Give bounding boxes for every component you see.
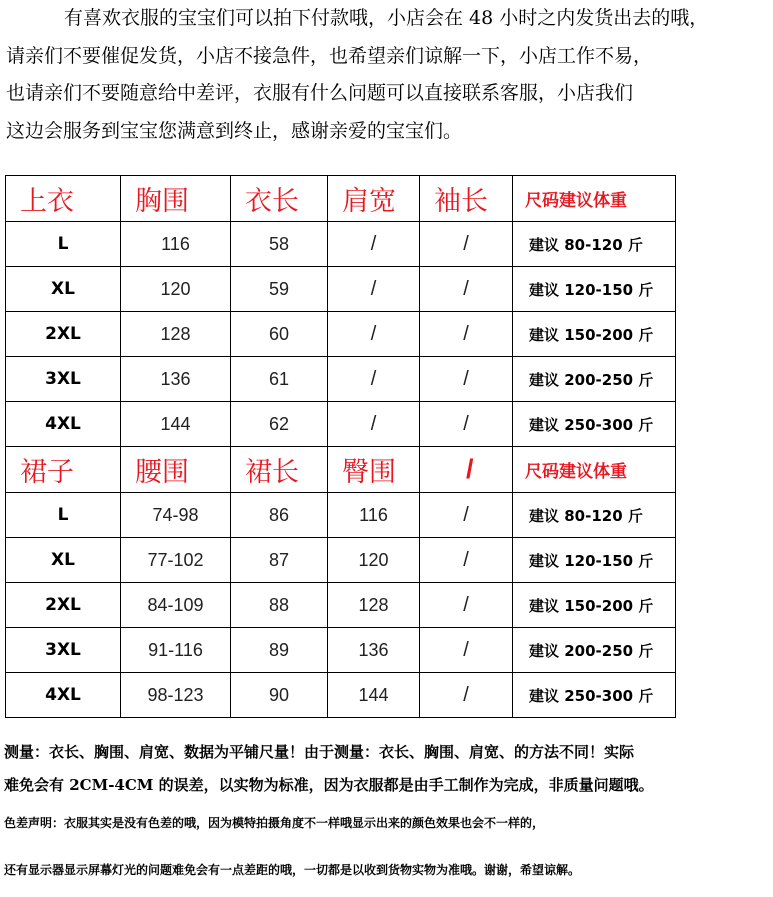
weight-cell: 建议 250-300 斤 <box>513 402 676 447</box>
skirt-header-type: 裙子 <box>6 447 121 493</box>
skirt-length-cell: 87 <box>231 538 328 583</box>
hip-cell: 128 <box>328 583 420 628</box>
waist-cell: 98-123 <box>121 673 231 718</box>
chest-cell: 120 <box>121 267 231 312</box>
footer-notes <box>4 736 772 878</box>
weight-cell: 建议 120-150 斤 <box>513 538 676 583</box>
chest-cell: 128 <box>121 312 231 357</box>
measurement-note-line-1: 测量：衣长、胸围、肩宽、数据为平铺尺量！由于测量：衣长、胸围、肩宽、的方法不同！实际 <box>4 743 635 761</box>
size-cell: 2XL <box>6 312 121 357</box>
table-row <box>6 267 676 312</box>
shoulder-cell: / <box>328 267 420 312</box>
chest-cell: 136 <box>121 357 231 402</box>
weight-cell: 建议 120-150 斤 <box>513 267 676 312</box>
top-header-length: 衣长 <box>231 176 328 222</box>
weight-cell: 建议 150-200 斤 <box>513 312 676 357</box>
intro-line-1: 有喜欢衣服的宝宝们可以拍下付款哦，小店会在 48 小时之内发货出去的哦， <box>64 7 709 29</box>
weight-cell: 建议 80-120 斤 <box>513 493 676 538</box>
intro-notice <box>6 0 771 150</box>
hip-cell: 116 <box>328 493 420 538</box>
size-cell: 4XL <box>6 673 121 718</box>
measurement-note-line-2: 难免会有 2CM-4CM 的误差，以实物为标准，因为衣服都是由手工制作为完成，非质量问题哦。 <box>4 776 654 794</box>
table-row <box>6 538 676 583</box>
hip-cell: 120 <box>328 538 420 583</box>
top-header-row <box>6 176 676 222</box>
size-cell: 2XL <box>6 583 121 628</box>
skirt-header-hip: 臀围 <box>328 447 420 493</box>
size-cell: 3XL <box>6 628 121 673</box>
table-row <box>6 583 676 628</box>
skirt-length-cell: 86 <box>231 493 328 538</box>
size-cell: L <box>6 493 121 538</box>
intro-line-4: 这边会服务到宝宝您满意到终止，感谢亲爱的宝宝们。 <box>6 119 463 142</box>
sleeve-cell: / <box>420 222 513 267</box>
skirt-header-waist: 腰围 <box>121 447 231 493</box>
color-disclaimer-line-2: 还有显示器显示屏幕灯光的问题难免会有一点差距的哦，一切都是以收到货物实物为准哦。谢谢，希望谅解。 <box>4 863 581 877</box>
length-cell: 62 <box>231 402 328 447</box>
blank-cell: / <box>420 493 513 538</box>
table-row <box>6 222 676 267</box>
blank-cell: / <box>420 538 513 583</box>
blank-cell: / <box>420 673 513 718</box>
size-chart-table <box>5 175 676 718</box>
table-row <box>6 357 676 402</box>
hip-cell: 136 <box>328 628 420 673</box>
sleeve-cell: / <box>420 312 513 357</box>
size-cell: 4XL <box>6 402 121 447</box>
skirt-length-cell: 90 <box>231 673 328 718</box>
weight-cell: 建议 80-120 斤 <box>513 222 676 267</box>
length-cell: 59 <box>231 267 328 312</box>
size-cell: 3XL <box>6 357 121 402</box>
skirt-length-cell: 88 <box>231 583 328 628</box>
top-header-sleeve: 袖长 <box>420 176 513 222</box>
chest-cell: 144 <box>121 402 231 447</box>
top-header-weight: 尺码建议体重 <box>513 176 676 222</box>
size-cell: XL <box>6 538 121 583</box>
skirt-header-blank: / <box>420 447 513 493</box>
waist-cell: 84-109 <box>121 583 231 628</box>
blank-cell: / <box>420 628 513 673</box>
length-cell: 61 <box>231 357 328 402</box>
color-disclaimer-line-1: 色差声明：衣服其实是没有色差的哦，因为模特拍摄角度不一样哦显示出来的颜色效果也会不一样的， <box>4 816 545 830</box>
length-cell: 60 <box>231 312 328 357</box>
blank-cell: / <box>420 583 513 628</box>
table-row <box>6 628 676 673</box>
chest-cell: 116 <box>121 222 231 267</box>
top-header-chest: 胸围 <box>121 176 231 222</box>
shoulder-cell: / <box>328 222 420 267</box>
size-cell: L <box>6 222 121 267</box>
shoulder-cell: / <box>328 357 420 402</box>
skirt-header-weight: 尺码建议体重 <box>513 447 676 493</box>
length-cell: 58 <box>231 222 328 267</box>
weight-cell: 建议 200-250 斤 <box>513 628 676 673</box>
table-row <box>6 493 676 538</box>
weight-cell: 建议 250-300 斤 <box>513 673 676 718</box>
sleeve-cell: / <box>420 357 513 402</box>
table-row <box>6 312 676 357</box>
top-header-shoulder: 肩宽 <box>328 176 420 222</box>
table-row <box>6 673 676 718</box>
skirt-length-cell: 89 <box>231 628 328 673</box>
shoulder-cell: / <box>328 312 420 357</box>
size-cell: XL <box>6 267 121 312</box>
intro-line-2: 请亲们不要催促发货，小店不接急件，也希望亲们谅解一下，小店工作不易， <box>6 44 653 67</box>
waist-cell: 77-102 <box>121 538 231 583</box>
sleeve-cell: / <box>420 402 513 447</box>
weight-cell: 建议 200-250 斤 <box>513 357 676 402</box>
waist-cell: 91-116 <box>121 628 231 673</box>
table-row <box>6 402 676 447</box>
intro-line-3: 也请亲们不要随意给中差评，衣服有什么问题可以直接联系客服，小店我们 <box>6 82 634 104</box>
waist-cell: 74-98 <box>121 493 231 538</box>
sleeve-cell: / <box>420 267 513 312</box>
top-header-type: 上衣 <box>6 176 121 222</box>
weight-cell: 建议 150-200 斤 <box>513 583 676 628</box>
skirt-header-length: 裙长 <box>231 447 328 493</box>
shoulder-cell: / <box>328 402 420 447</box>
hip-cell: 144 <box>328 673 420 718</box>
skirt-header-row <box>6 447 676 493</box>
